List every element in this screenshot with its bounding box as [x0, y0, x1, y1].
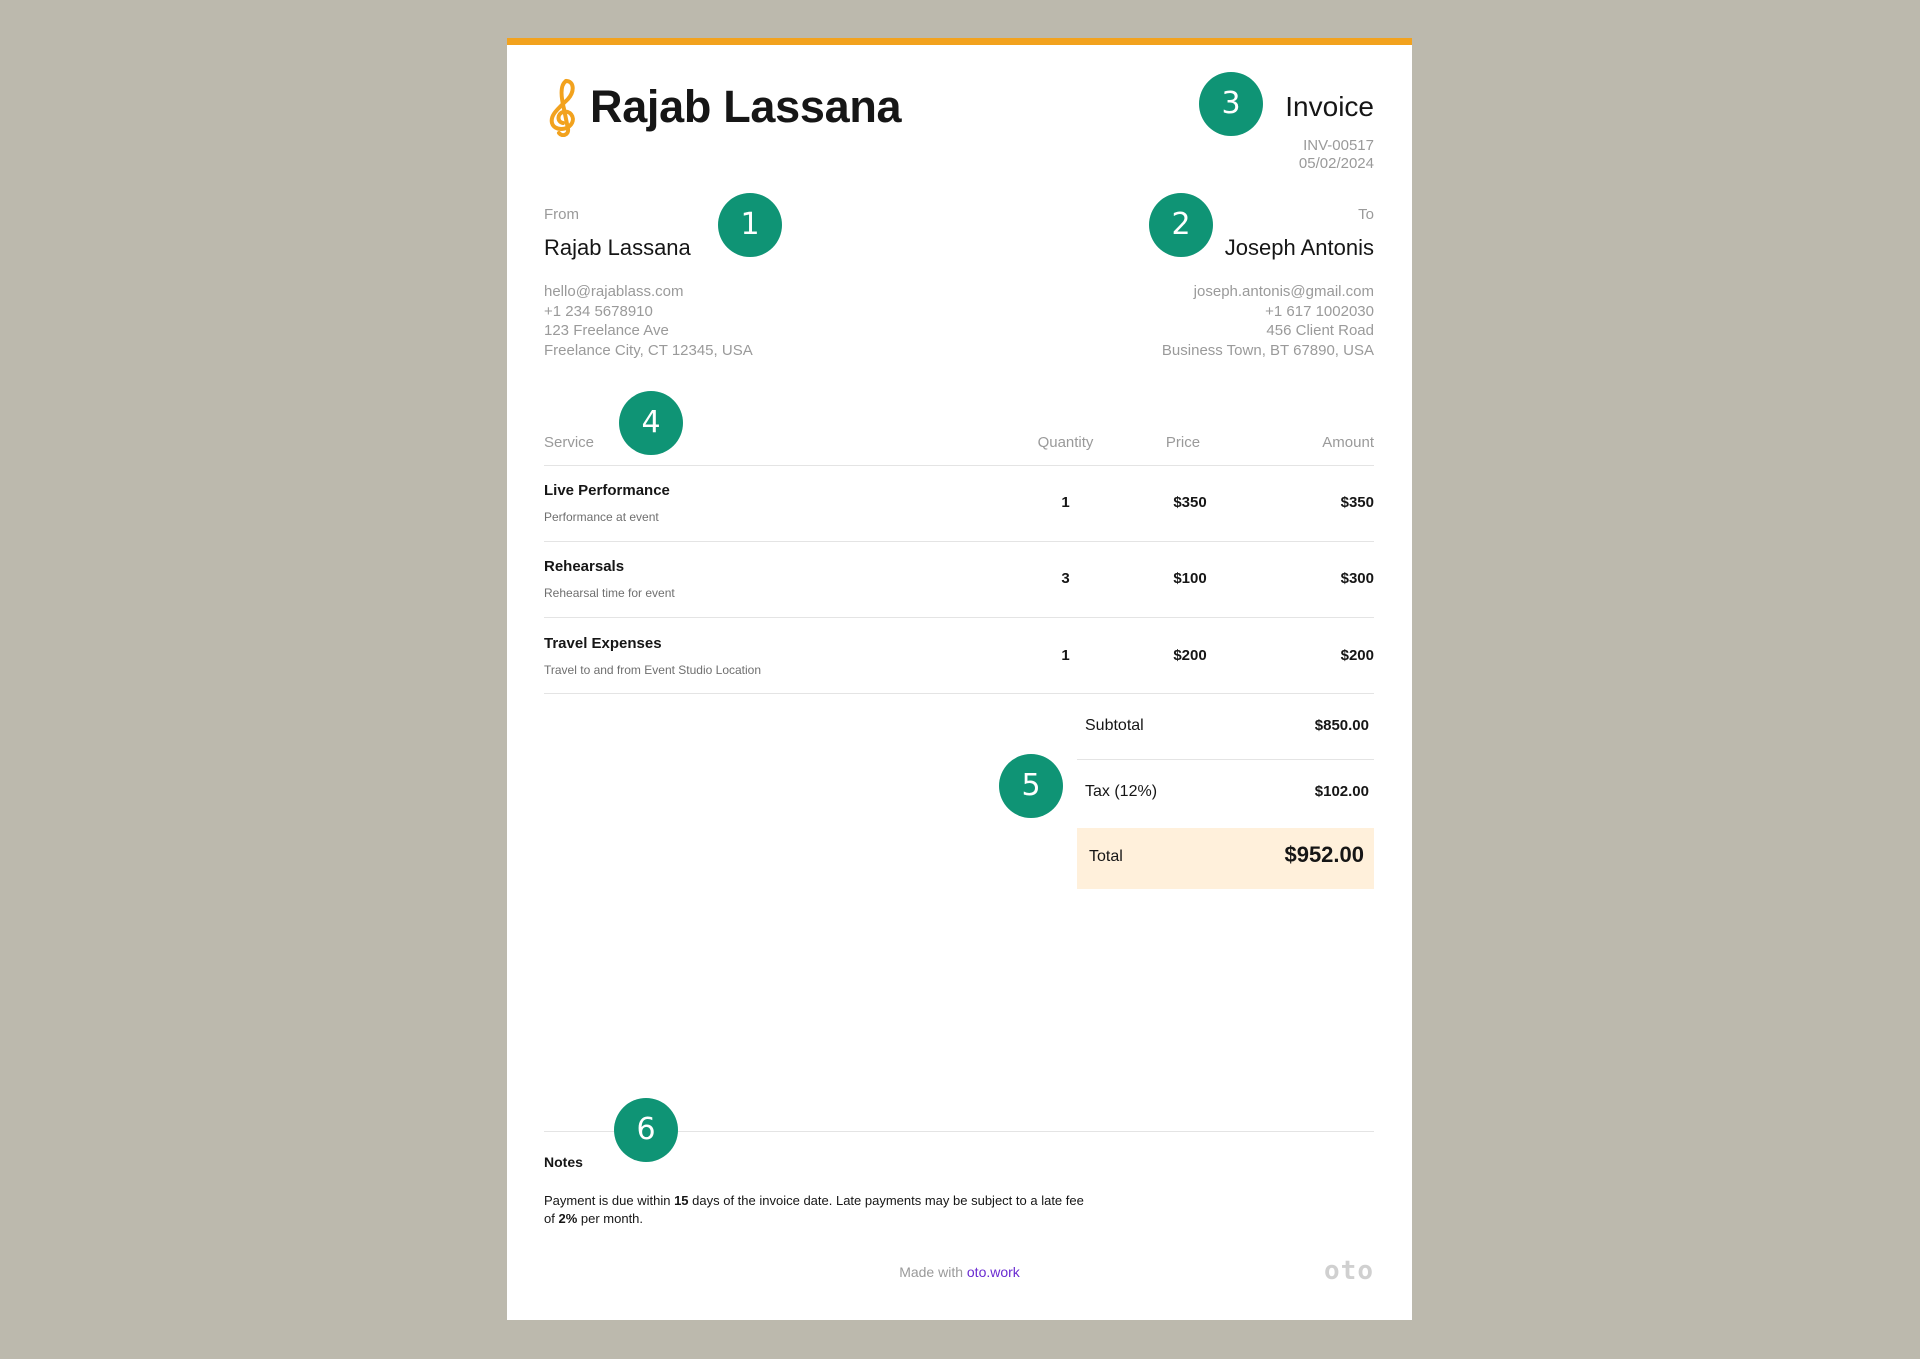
service-quantity: 3 [1061, 570, 1070, 587]
divider [544, 541, 1374, 542]
service-quantity: 1 [1061, 494, 1070, 511]
marker-3: 3 [1199, 72, 1263, 136]
to-phone: +1 617 1002030 [1265, 302, 1374, 320]
service-amount: $200 [1340, 647, 1374, 664]
service-price: $350 [1173, 494, 1207, 511]
service-description: Travel to and from Event Studio Location [544, 663, 762, 677]
treble-clef-icon [544, 77, 584, 137]
notes-text [544, 1192, 1084, 1228]
column-header-price: Price [1165, 434, 1201, 451]
document-title: Invoice [1285, 91, 1374, 122]
oto-logo: oto [1324, 1256, 1374, 1286]
service-price: $100 [1173, 570, 1207, 587]
marker-5: 5 [999, 754, 1063, 818]
service-title: Live Performance [544, 482, 670, 499]
from-details [544, 282, 753, 360]
made-with-text: Made with [899, 1264, 967, 1280]
invoice-meta [1299, 137, 1374, 173]
marker-2: 2 [1149, 193, 1213, 257]
invoice-page [507, 38, 1412, 1320]
service-amount: $350 [1340, 494, 1374, 511]
column-header-service: Service [544, 434, 595, 451]
to-details [1162, 282, 1374, 360]
column-header-amount: Amount [1322, 434, 1374, 451]
invoice-date: 05/02/2024 [1298, 155, 1374, 172]
service-quantity: 1 [1061, 647, 1070, 664]
subtotal-label: Subtotal [1085, 717, 1144, 734]
divider [544, 465, 1374, 466]
notes-text-part: per month. [577, 1211, 644, 1226]
from-email: hello@rajablass.com [544, 283, 684, 300]
from-phone: +1 234 5678910 [544, 302, 653, 320]
marker-4: 4 [619, 391, 683, 455]
footer [507, 1264, 1412, 1280]
to-email: joseph.antonis@gmail.com [1193, 283, 1374, 300]
oto-work-link[interactable]: oto.work [966, 1264, 1020, 1280]
from-label: From [544, 206, 579, 223]
tax-label: Tax (12%) [1085, 783, 1158, 800]
total-label: Total [1089, 848, 1123, 865]
notes-late-fee: 2% [558, 1211, 578, 1226]
invoice-number: INV-00517 [1303, 137, 1374, 154]
tax-value: $102.00 [1314, 783, 1369, 800]
divider [544, 693, 1374, 694]
from-address-line-1: 123 Freelance Ave [544, 322, 669, 339]
to-address-line-2: Business Town, BT 67890, USA [1161, 341, 1374, 359]
divider [544, 617, 1374, 618]
marker-1: 1 [718, 193, 782, 257]
column-header-quantity: Quantity [1037, 434, 1094, 451]
to-address-line-1: 456 Client Road [1266, 322, 1374, 339]
service-title: Rehearsals [544, 558, 625, 575]
to-name: Joseph Antonis [1224, 235, 1374, 260]
service-title: Travel Expenses [544, 635, 662, 652]
notes-text-part: Payment is due within [544, 1193, 675, 1208]
brand [544, 77, 901, 137]
to-label: To [1358, 206, 1374, 223]
notes-text-part: days of the invoice date. Late payments may be subject to a late fee of [544, 1193, 1084, 1226]
from-address-line-2: Freelance City, CT 12345, USA [544, 341, 753, 359]
service-amount: $300 [1340, 570, 1374, 587]
subtotal-value: $850.00 [1314, 717, 1369, 734]
service-price: $200 [1173, 647, 1207, 664]
service-description: Performance at event [544, 510, 659, 524]
total-value: $952.00 [1284, 842, 1364, 867]
from-name: Rajab Lassana [544, 235, 691, 260]
divider [1077, 759, 1374, 760]
notes-title: Notes [544, 1154, 583, 1170]
marker-6: 6 [614, 1098, 678, 1162]
notes-due-days: 15 [674, 1193, 689, 1208]
service-description: Rehearsal time for event [544, 586, 675, 600]
brand-name: Rajab Lassana [590, 81, 902, 132]
